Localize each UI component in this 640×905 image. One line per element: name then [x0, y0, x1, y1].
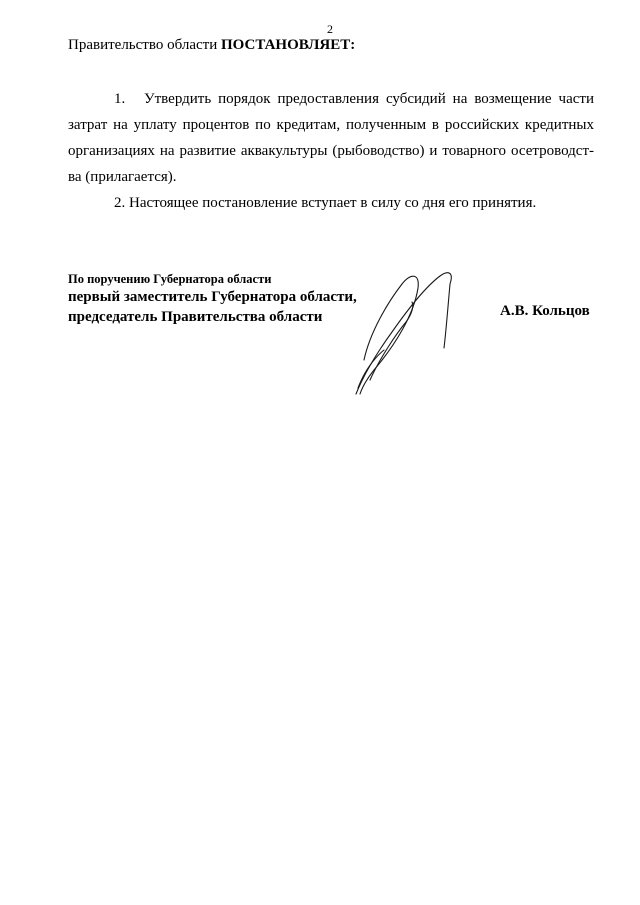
page-number: 2: [327, 22, 333, 36]
resolution-heading: [68, 37, 355, 54]
signature-block: [68, 271, 357, 327]
clause-1: [68, 86, 594, 190]
signature-position-line-1: первый заместитель Губернатора области,: [68, 289, 357, 305]
clause-1-text: Утвердить порядок предоставления субсидий на возмещение части затрат на уплату процентов по кредитам, полученным в российских кредитных организациях на развитие аквакультуры (рыбоводство) и товарного осетроводст-ва (прилагается).: [68, 91, 594, 185]
clause-2: 2. Настоящее постановление вступает в силу со дня его принятия.: [114, 195, 537, 211]
resolution-prefix: Правительство области: [68, 37, 221, 53]
signature-authority-line: По поручению Губернатора области: [68, 272, 272, 286]
resolution-verb: ПОСТАНОВЛЯЕТ:: [220, 37, 356, 53]
signer-name: А.В. Кольцов: [500, 303, 590, 319]
signature-position-line-2: председатель Правительства области: [68, 309, 323, 325]
clause-1-number: 1.: [114, 91, 126, 107]
handwritten-signature: [340, 262, 480, 402]
